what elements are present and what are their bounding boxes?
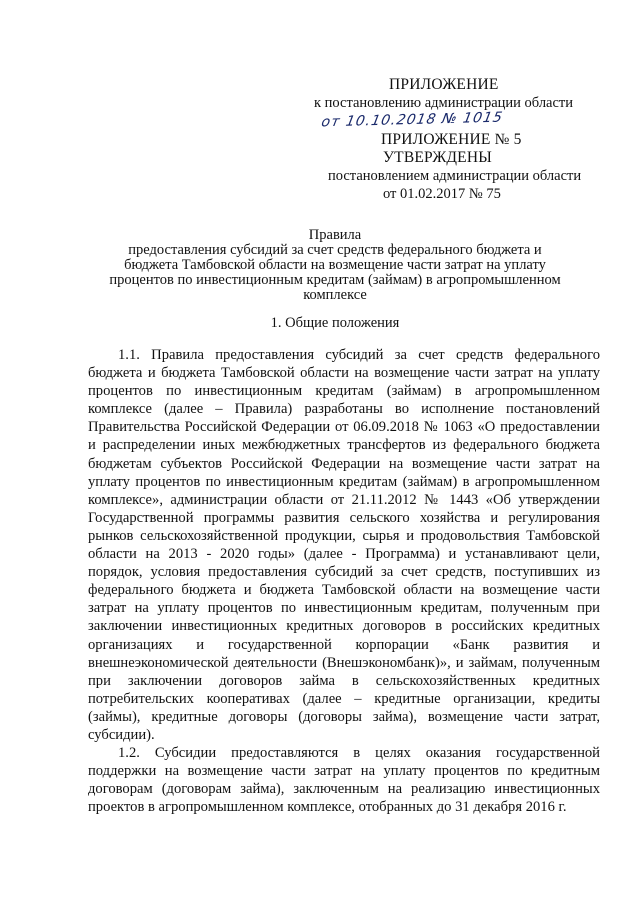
document-body [88, 346, 600, 816]
rules-title-block [100, 228, 570, 303]
rules-title-line-3: процентов по инвестиционным кредитам (займам) в агропромышленном [109, 272, 561, 288]
rules-title-line-2: бюджета Тамбовской области на возмещение части затрат на уплату [124, 257, 546, 273]
appendix-title: ПРИЛОЖЕНИЕ [389, 76, 499, 93]
approved-by-line: постановлением администрации области [328, 168, 582, 184]
rules-title-line-1: предоставления субсидий за счет средств федерального бюджета и [128, 242, 542, 258]
rules-title-line-4: комплексе [303, 287, 367, 303]
handwritten-date-number: от 10.10.2018 № 1015 [320, 109, 505, 131]
approved-title: УТВЕРЖДЕНЫ [383, 149, 492, 166]
paragraph-1-2: 1.2. Субсидии предоставляются в целях оказания государственной поддержки на возмещение части затрат на уплату процентов по кредитным договорам (договорам займа), заключенным на реализацию инвестиционных проектов в агропромышленном комплексе, отобранных до 31 декабря 2016 г. [88, 745, 600, 816]
appendix-reference-line: к постановлению администрации области [314, 95, 574, 111]
appendix-5-title: ПРИЛОЖЕНИЕ № 5 [381, 131, 522, 148]
paragraph-1-1: 1.1. Правила предоставления субсидий за счет средств федерального бюджета и бюджета Тамбовской области на возмещение части затрат на уплату процентов по инвестиционным кредитам (займам) в агропромышленном комплексе (далее – Правила) разработаны во исполнение постановлений Правительства Российской Федерации от 06.09.2018 № 1063 «О предоставлении и распределении иных межбюджетных трансфертов из федерального бюджета бюджетам субъектов Российской Федерации на возмещение части затрат на уплату процентов по инвестиционным кредитам (займам) в агропромышленном комплексе», администрации области от 21.11.2012 № 1443 «Об утверждении Государственной программы развития сельского хозяйства и регулирования рынков сельскохозяйственной продукции, сырья и продовольствия Тамбовской области на 2013 - 2020 годы» (далее - Программа) и устанавливают цели, порядок, условия предоставления субсидий за счет средств, поступивших из федерального бюджета и бюджета Тамбовской области на возмещение части затрат на уплату процентов по инвестиционным кредитам, полученным при заключении инвестиционных кредитных договоров в российских кредитных организациях и государственной корпорации «Банк развития и внешнеэкономической деятельности (Внешэкономбанк)», и займам, полученным при заключении договоров займа в сельскохозяйственных кредитных потребительских кооперативах (далее – кредитные организации, кредиты (займы), кредитные договоры (договоры займа), возмещение части затрат, субсидии). [88, 347, 600, 743]
approved-date-line: от 01.02.2017 № 75 [383, 186, 501, 202]
rules-title-word: Правила [308, 227, 362, 243]
section-heading: 1. Общие положения [270, 315, 400, 331]
